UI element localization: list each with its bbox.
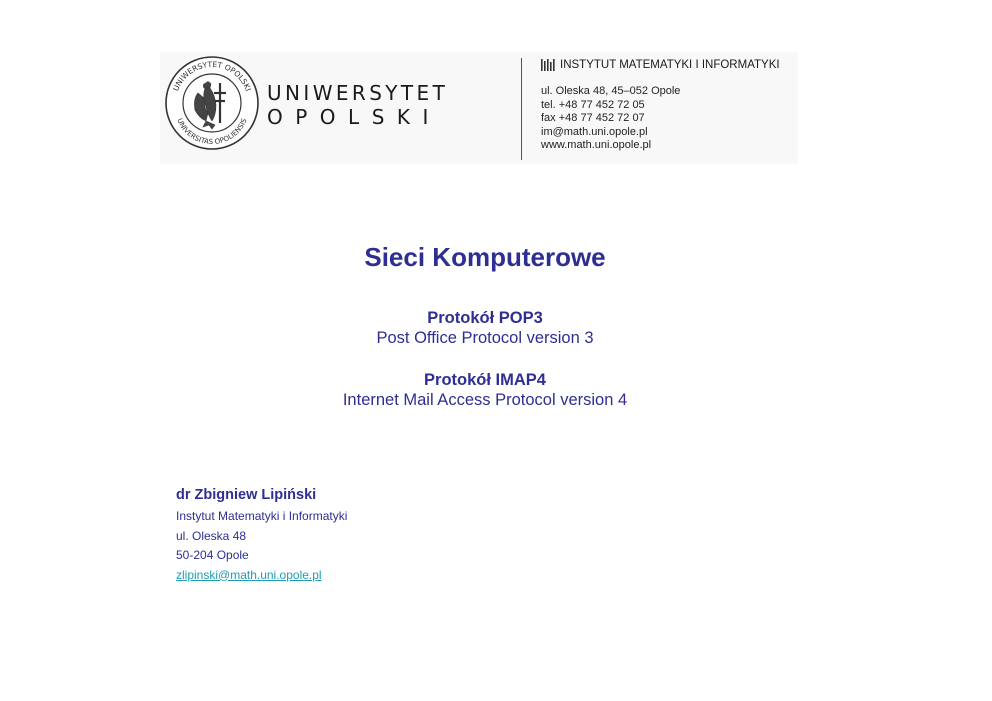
title-block bbox=[0, 240, 970, 410]
letterhead bbox=[160, 52, 798, 164]
seal-bottom-text: UNIVERSITAS OPOLIENSIS bbox=[175, 117, 249, 147]
author-name: dr Zbigniew Lipiński bbox=[176, 487, 317, 503]
seal-top-text: UNIWERSYTET OPOLSKI bbox=[171, 59, 253, 93]
author-email-link[interactable]: zlipinski@math.uni.opole.pl bbox=[176, 567, 322, 582]
protocol-heading: Protokół IMAP4 bbox=[424, 371, 546, 389]
protocol-heading: Protokół POP3 bbox=[427, 309, 543, 327]
university-seal-icon bbox=[164, 55, 260, 151]
protocol-description: Internet Mail Access Protocol version 4 bbox=[342, 391, 628, 409]
protocol-description: Post Office Protocol version 3 bbox=[376, 329, 594, 347]
university-name bbox=[267, 81, 448, 129]
author-institute: Instytut Matematyki i Informatyki bbox=[176, 509, 348, 523]
protocol-pop3 bbox=[0, 308, 970, 348]
institute-bars-icon bbox=[541, 59, 555, 71]
document-title: Sieci Komputerowe bbox=[364, 242, 606, 272]
institute-name: INSTYTUT MATEMATYKI I INFORMATYKI bbox=[560, 59, 780, 71]
institute-email: im@math.uni.opole.pl bbox=[541, 125, 648, 138]
university-name-line2: OPOLSKI bbox=[267, 105, 441, 129]
author-street: ul. Oleska 48 bbox=[176, 528, 247, 543]
institute-website: www.math.uni.opole.pl bbox=[541, 139, 652, 151]
protocol-imap4 bbox=[0, 370, 970, 410]
author-city: 50-204 Opole bbox=[176, 548, 249, 562]
institute-address bbox=[541, 85, 680, 153]
letterhead-divider bbox=[521, 58, 522, 160]
phone-line: tel. +48 77 452 72 05 bbox=[541, 98, 645, 111]
university-name-line1: UNIWERSYTET bbox=[267, 81, 449, 105]
author-block bbox=[176, 486, 347, 585]
address-line: ul. Oleska 48, 45–052 Opole bbox=[541, 85, 681, 97]
fax-line: fax +48 77 452 72 07 bbox=[541, 112, 645, 124]
institute-heading bbox=[541, 59, 780, 71]
